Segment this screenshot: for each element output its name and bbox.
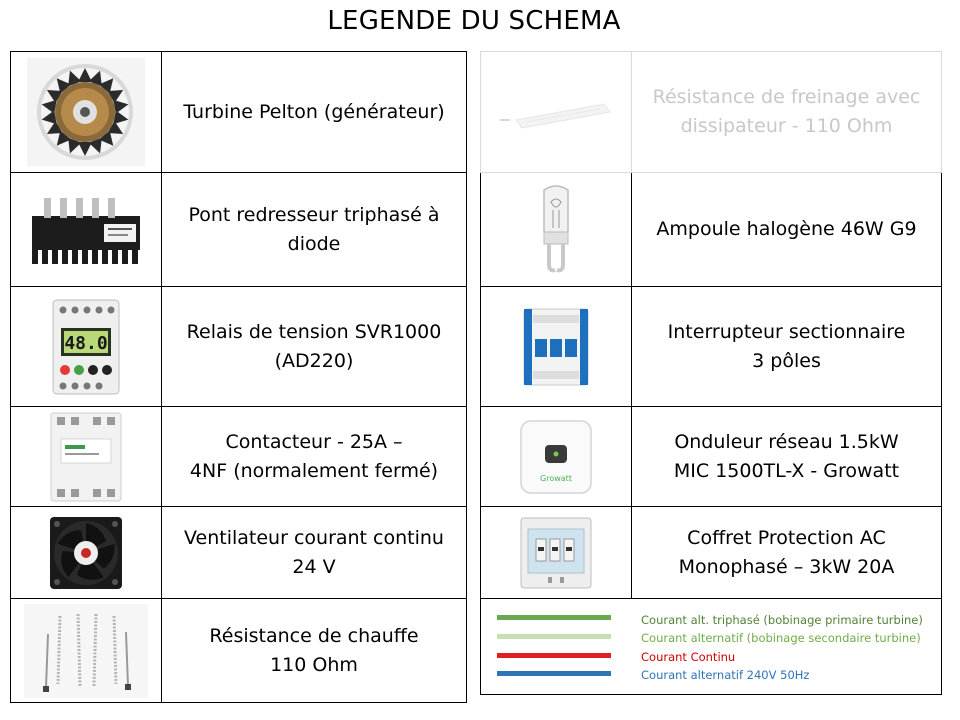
legend-label: Ventilateur courant continu 24 V <box>162 507 467 599</box>
line-swatch <box>497 615 611 620</box>
relay-display-value: 48.0 <box>64 332 108 354</box>
contactor-icon <box>47 409 125 505</box>
legend-label: Résistance de chauffe 110 Ohm <box>162 599 467 703</box>
line-legend-label: Courant Continu <box>641 650 736 664</box>
legend-table-left <box>10 51 467 703</box>
legend-row <box>481 52 942 173</box>
legend-label: Turbine Pelton (générateur) <box>162 52 467 173</box>
legend-image-cell <box>11 52 162 173</box>
legend-row <box>11 52 467 173</box>
inverter-brand-label: Growatt <box>540 473 572 483</box>
line-swatch <box>497 653 611 658</box>
legend-row <box>11 507 467 599</box>
legend-image-cell <box>11 173 162 287</box>
legend-row <box>481 287 942 407</box>
legend-image-cell <box>481 52 632 173</box>
legend-image-cell <box>11 407 162 507</box>
legend-label: Relais de tension SVR1000 (AD220) <box>162 287 467 407</box>
legend-row <box>11 599 467 703</box>
legend-row <box>481 507 942 599</box>
legend-label: Contacteur - 25A – 4NF (normalement fermé) <box>162 407 467 507</box>
line-legend-row <box>481 599 942 695</box>
rectifier-bridge-icon <box>26 190 146 270</box>
legend-row <box>11 287 467 407</box>
line-swatch <box>497 634 611 639</box>
legend-row <box>11 173 467 287</box>
legend-image-cell <box>481 507 632 599</box>
ac-protection-box-icon <box>518 515 594 591</box>
legend-row <box>481 173 942 287</box>
legend-label: Coffret Protection AC Monophasé – 3kW 20A <box>632 507 942 599</box>
line-legend <box>481 599 942 695</box>
legend-image-cell <box>481 287 632 407</box>
line-legend-label: Courant alt. triphasé (bobinage primaire turbine) <box>641 613 923 627</box>
line-legend-label: Courant alternatif 240V 50Hz <box>641 668 810 682</box>
heating-resistor-icon <box>24 604 148 698</box>
legend-image-cell <box>11 507 162 599</box>
isolator-switch-icon <box>521 305 591 389</box>
line-legend-label: Courant alternatif (bobinage secondaire turbine) <box>641 631 921 645</box>
legend-row <box>11 407 467 507</box>
legend-label: Pont redresseur triphasé à diode <box>162 173 467 287</box>
voltage-relay-icon <box>51 298 121 396</box>
grid-inverter-icon <box>517 417 595 497</box>
legend-label: Interrupteur sectionnaire 3 pôles <box>632 287 942 407</box>
legend-image-cell <box>481 173 632 287</box>
halogen-bulb-icon <box>531 182 581 278</box>
legend-label: Onduleur réseau 1.5kW MIC 1500TL-X - Growatt <box>632 407 942 507</box>
pelton-turbine-icon <box>27 58 145 166</box>
page-title: LEGENDE DU SCHEMA <box>327 6 621 36</box>
legend-image-cell <box>481 407 632 507</box>
legend-label: Résistance de freinage avec dissipateur - 110 Ohm <box>632 52 942 173</box>
legend-row <box>481 407 942 507</box>
legend-table-right <box>480 51 942 695</box>
line-swatch <box>497 671 611 676</box>
legend-image-cell <box>11 287 162 407</box>
legend-label: Ampoule halogène 46W G9 <box>632 173 942 287</box>
dc-fan-icon <box>46 513 126 593</box>
brake-resistor-icon <box>496 82 616 142</box>
legend-image-cell <box>11 599 162 703</box>
